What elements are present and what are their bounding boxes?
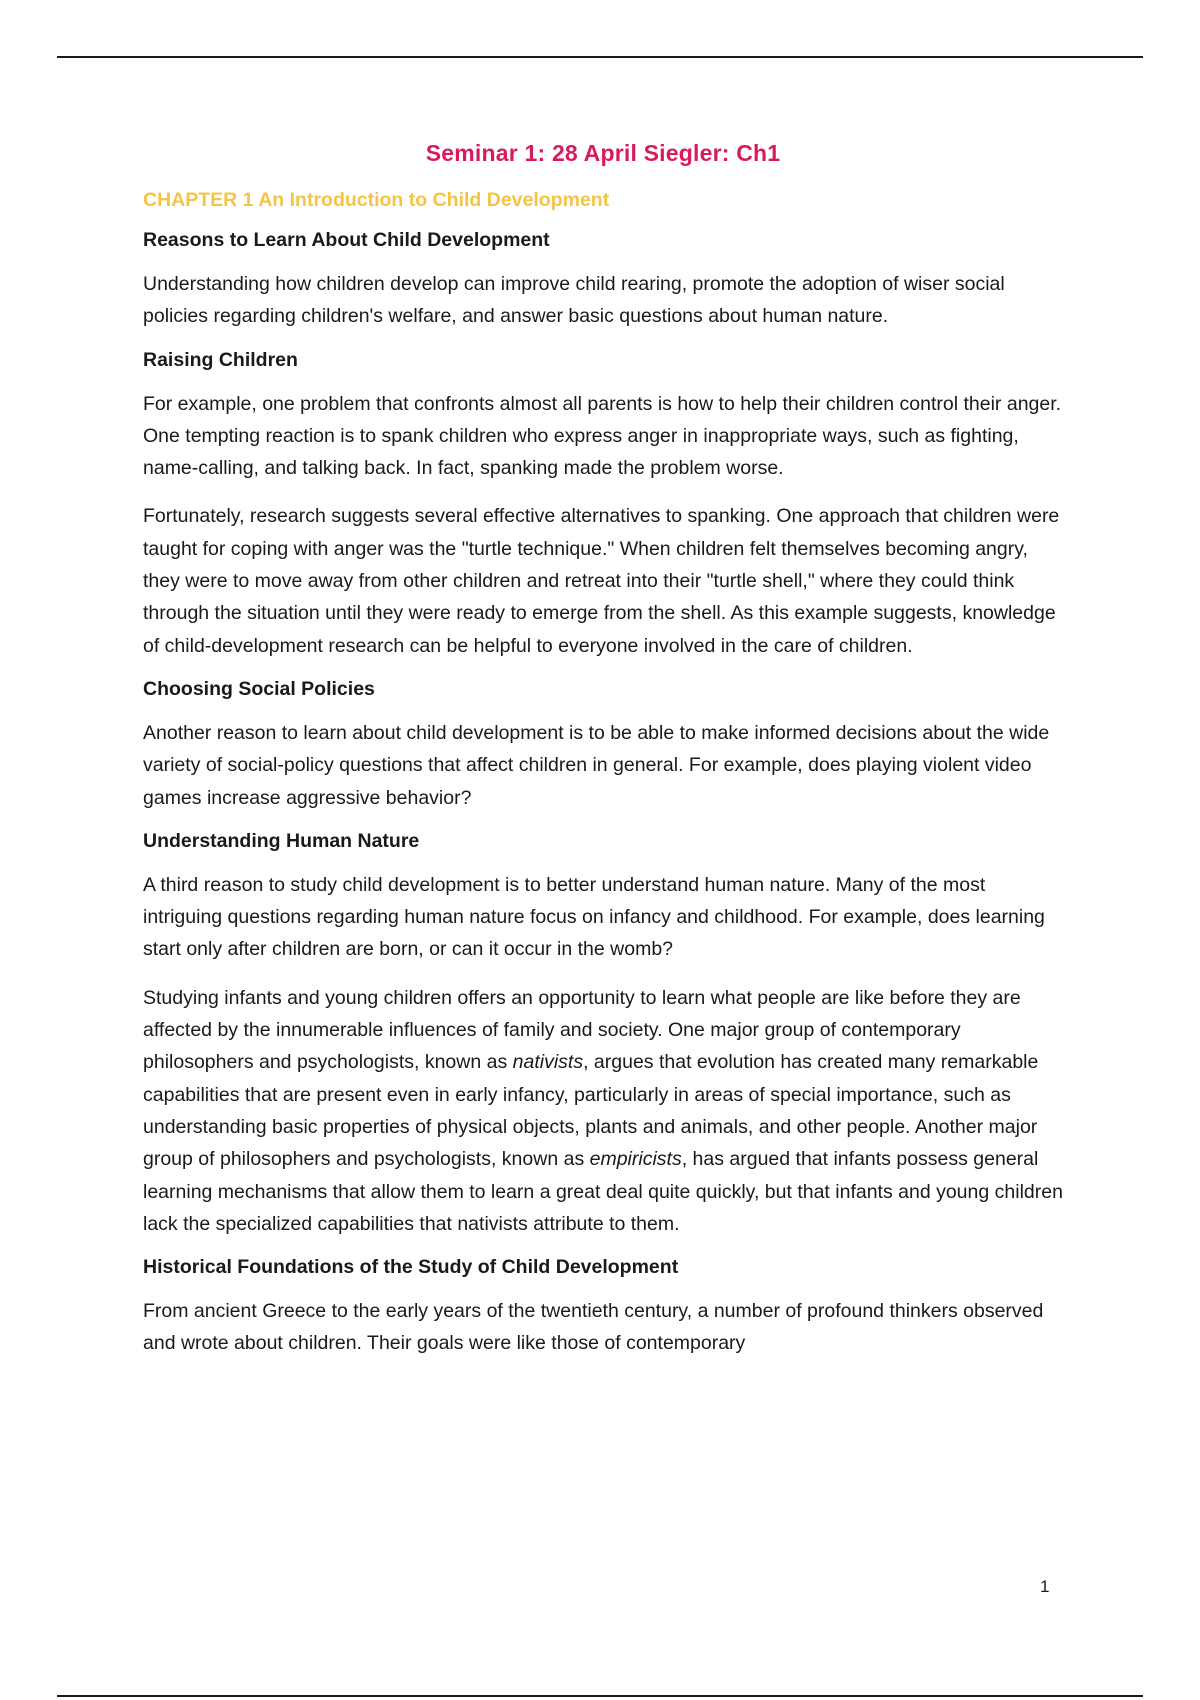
- section-heading-human-nature: Understanding Human Nature: [143, 829, 420, 852]
- section-heading-reasons: Reasons to Learn About Child Development: [143, 229, 550, 251]
- section-heading-historical-foundations: Historical Foundations of the Study of Child Development: [143, 1256, 679, 1279]
- paragraph-raising-children-1: For example, one problem that confronts almost all parents is how to help their children control their anger. One tempting reaction is to spank children who express anger in inappropriate ways, such as fighting, name-calling, and talking back. In fact, spanking made the problem worse.: [143, 392, 1062, 480]
- section-heading-raising-children: Raising Children: [143, 348, 298, 371]
- top-rule: [57, 56, 1143, 58]
- paragraph-raising-children-2: Fortunately, research suggests several effective alternatives to spanking. One approach that children were taught for coping with anger was the "turtle technique." When children felt themselves becoming angry, they were to move away from other children and retreat into their "turtle shell," where they could think through the situation until they were ready to emerge from the shell. As this example suggests, knowledge of child-development research can be helpful to everyone involved in the care of children.: [143, 505, 1060, 657]
- paragraph-reasons: Understanding how children develop can improve child rearing, promote the adoption of wiser social policies regarding children's welfare, and answer basic questions about human nature.: [143, 273, 1005, 328]
- document-title: Seminar 1: 28 April Siegler: Ch1: [425, 140, 781, 166]
- term-empiricists: empiricists: [589, 1148, 682, 1171]
- section-heading-social-policies: Choosing Social Policies: [143, 677, 375, 700]
- nativists-text-part3: , has argued that infants possess general learning mechanisms that allow them to learn a great deal quite quickly, but that infants and young children lack the specialized capabilities that nativists attribute to them.: [143, 1148, 1063, 1235]
- term-nativists: nativists: [512, 1051, 584, 1074]
- chapter-heading: CHAPTER 1 An Introduction to Child Development: [143, 189, 610, 211]
- paragraph-social-policies: Another reason to learn about child development is to be able to make informed decisions about the wide variety of social-policy questions that affect children in general. For example, does playing violent video games increase aggressive behavior?: [143, 721, 1050, 809]
- nativists-text-part1: Studying infants and young children offers an opportunity to learn what people are like before they are affected by the innumerable influences of family and society. One major group of contemporary philosophers and psychologists, known as: [143, 986, 1021, 1074]
- document-page: [143, 140, 1063, 1376]
- bottom-rule: [57, 1695, 1143, 1697]
- paragraph-historical-foundations: From ancient Greece to the early years of the twentieth century, a number of profound thinkers observed and wrote about children. Their goals were like those of contemporary: [143, 1300, 1044, 1355]
- nativists-text-part2: , argues that evolution has created many remarkable capabilities that are present even in early infancy, particularly in areas of special importance, such as understanding basic properties of physical objects, plants and animals, and other people. Another major group of philosophers and psychologists, known as: [143, 1051, 1039, 1171]
- paragraph-human-nature-2: [143, 982, 1063, 1240]
- page-number: 1: [1040, 1577, 1050, 1596]
- paragraph-human-nature-1: A third reason to study child development is to better understand human nature. Many of the most intriguing questions regarding human nature focus on infancy and childhood. For example, does learning start only after children are born, or can it occur in the womb?: [143, 873, 1045, 961]
